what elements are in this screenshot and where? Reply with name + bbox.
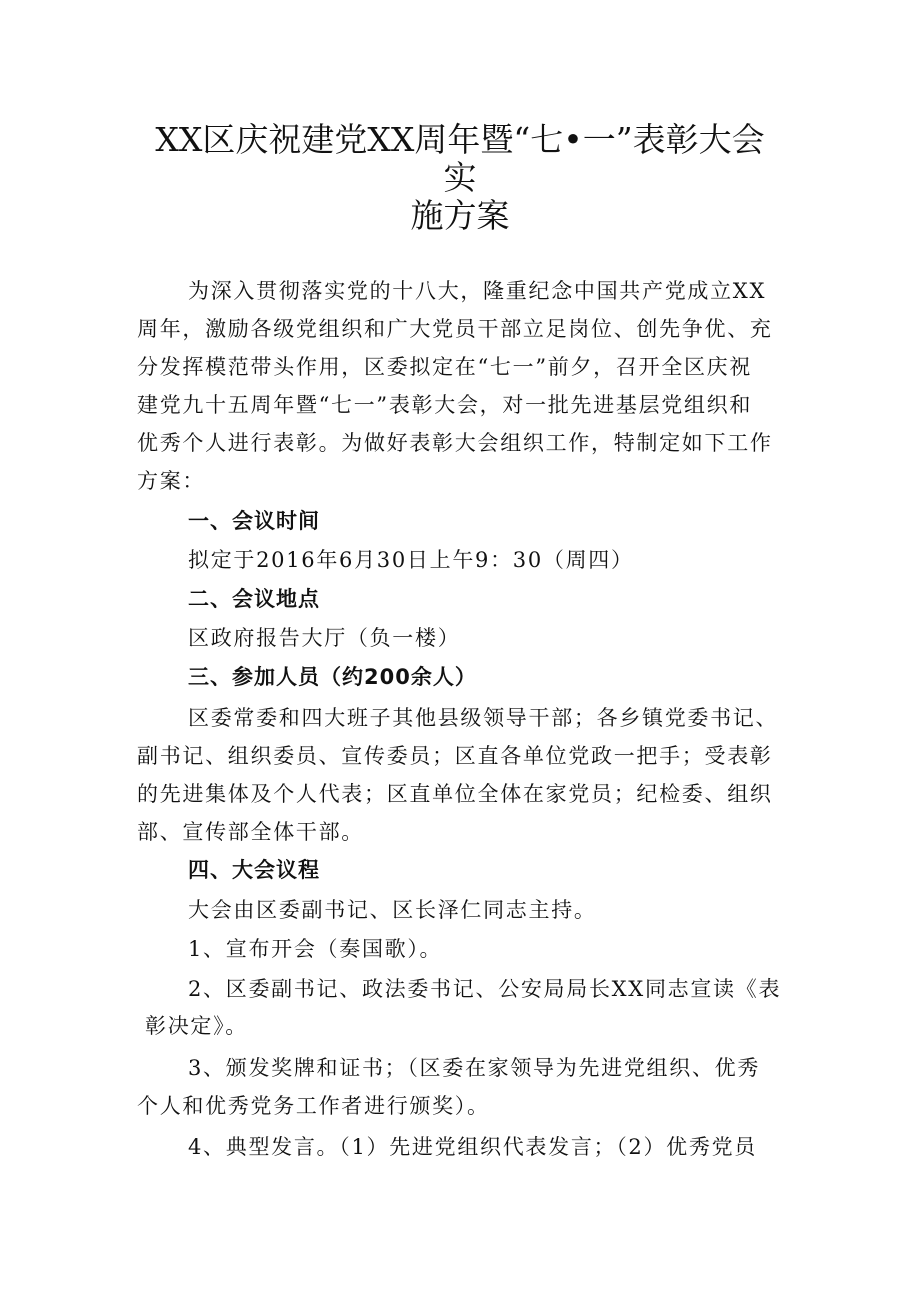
intro-line-4: 建党九十五周年暨“七一”表彰大会，对一批先进基层党组织和 bbox=[137, 393, 753, 417]
agenda-host: 大会由区委副书记、区长泽仁同志主持。 bbox=[188, 898, 597, 922]
section-heading-place: 二、会议地点 bbox=[188, 587, 320, 611]
document-title-line1: XX区庆祝建党XX周年暨“七•一”表彰大会 bbox=[155, 120, 765, 159]
agenda-item-2-line-1: 2、区委副书记、政法委书记、公安局局长XX同志宣读《表 bbox=[188, 977, 782, 1001]
agenda-item-3-line-1: 3、颁发奖牌和证书；（区委在家领导为先进党组织、优秀 bbox=[188, 1056, 761, 1080]
section-text-time: 拟定于2016年6月30日上午9：30（周四） bbox=[188, 548, 634, 572]
intro-line-1: 为深入贯彻落实党的十八大，隆重纪念中国共产党成立XX bbox=[188, 279, 767, 303]
document-title-line3: 施方案 bbox=[410, 196, 510, 235]
section-heading-people: 三、参加人员（约200余人） bbox=[188, 665, 477, 689]
section-heading-time: 一、会议时间 bbox=[188, 509, 320, 533]
intro-line-3: 分发挥模范带头作用，区委拟定在“七一”前夕，召开全区庆祝 bbox=[137, 355, 753, 379]
people-line-2: 副书记、组织委员、宣传委员；区直各单位党政一把手；受表彰 bbox=[137, 744, 773, 768]
agenda-item-1: 1、宣布开会（奏国歌）。 bbox=[188, 937, 443, 961]
intro-line-5: 优秀个人进行表彰。为做好表彰大会组织工作，特制定如下工作 bbox=[137, 431, 773, 455]
people-line-4: 部、宣传部全体干部。 bbox=[137, 820, 364, 844]
agenda-item-4: 4、典型发言。（1）先进党组织代表发言；（2）优秀党员 bbox=[188, 1135, 757, 1159]
section-text-place: 区政府报告大厅（负一楼） bbox=[188, 626, 461, 650]
people-line-1: 区委常委和四大班子其他县级领导干部；各乡镇党委书记、 bbox=[188, 706, 779, 730]
agenda-item-3-line-2: 个人和优秀党务工作者进行颁奖）。 bbox=[137, 1094, 490, 1118]
people-line-3: 的先进集体及个人代表；区直单位全体在家党员；纪检委、组织 bbox=[137, 782, 773, 806]
section-heading-agenda: 四、大会议程 bbox=[188, 858, 320, 882]
intro-line-2: 周年，激励各级党组织和广大党员干部立足岗位、创先争优、充 bbox=[137, 317, 773, 341]
document-title-line2: 实 bbox=[443, 158, 477, 197]
intro-line-6: 方案： bbox=[137, 469, 206, 493]
agenda-item-2-line-2: 彰决定》。 bbox=[145, 1014, 248, 1038]
